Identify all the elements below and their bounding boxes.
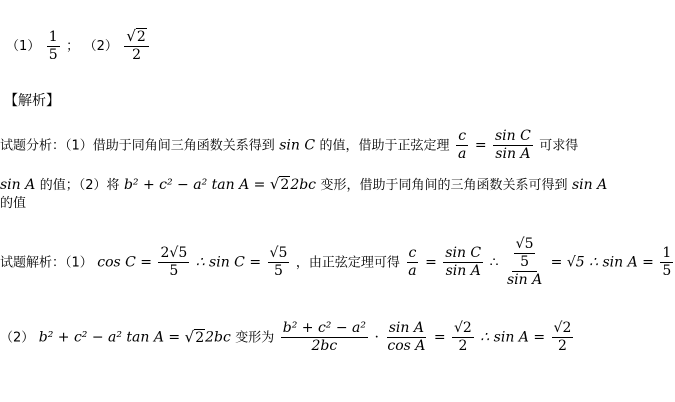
part1-label: （1） (6, 39, 41, 54)
analysis-line-3: 的值 (0, 196, 27, 211)
ratio-sinC-over-sinA: $\frac{\text{sin C}}{\text{sin A}}$ (495, 128, 531, 162)
solution-part-2: （2） b² + c² − a² tan A = √22bc 变形为 $\frac{\text{b² + c² − a²}}{2bc}$ · $\frac{\text{sin A}}{\text{cos A}}$ = $\frac{√2}{2}$ ∴ sin A = $\frac{√2}{2}$ (0, 320, 572, 354)
analysis-line-1: 试题分析：（1）借助于同角间三角函数关系得到 sin C 的值，借助于正弦定理 $\frac{c}{a}$ = $\frac{\text{sin C}}{\text{sin A}}$ 可求得 (0, 128, 579, 162)
part2-label: （2） (83, 39, 118, 54)
sinA-result-1: $\frac{1}{5}$ (662, 245, 672, 279)
sinC-value: $\frac{√5}{5}$ (269, 245, 288, 279)
answer-line (6, 28, 151, 64)
separator: ； (66, 39, 80, 54)
analysis-line-2: sin A 的值；（2）将 b² + c² − a² tan A = √22bc 变形，借助于同角间的三角函数关系可得到 sin A (0, 175, 608, 193)
nested-fraction: $\frac{\frac{√5}{5}}{\text{sin A}}$ (506, 236, 543, 288)
part1-fraction: $\frac{1}{5}$ (48, 28, 58, 63)
ratio-c-over-a: $\frac{c}{a}$ (458, 128, 467, 162)
cosC-value: $\frac{2√5}{5}$ (160, 245, 188, 279)
part2-fraction: $\frac{√2}{2}$ (124, 28, 148, 64)
section-title: 【解析】 (4, 93, 60, 109)
solution-part-1: 试题解析：（1） cos C = $\frac{2√5}{5}$ ∴ sin C = $\frac{√5}{5}$ ，由正弦定理可得 $\frac{c}{a}$ = $\frac{\text{sin C}}{\text{sin A}}$ ∴ $\frac{\frac{√5}{5}}{\text{sin A}}$ = √5 ∴ sin A = $\frac{1}{5}$ (0, 236, 672, 288)
sinA-result-2: $\frac{√2}{2}$ (553, 320, 572, 354)
